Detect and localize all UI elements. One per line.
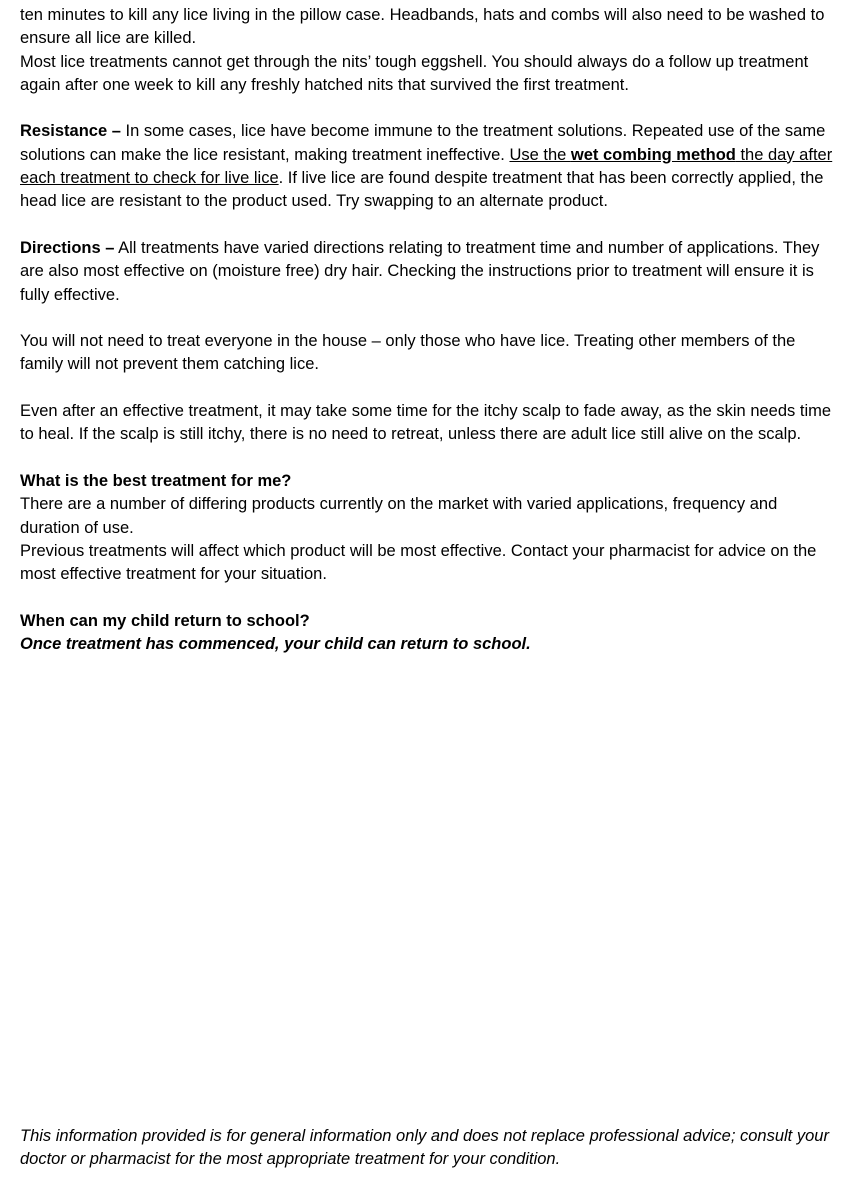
wet-combing-method: wet combing method [570, 145, 736, 164]
best-treatment-paragraph-1: There are a number of differing products currently on the market with varied applications, frequency and duration of use. [20, 495, 778, 537]
resistance-text: In some cases, lice have become immune to the treatment solutions. Repeated use of the same solutions can make the lice resistant, making treatment ineffective. [20, 122, 826, 164]
resistance-heading: Resistance – [20, 122, 121, 141]
school-return-heading: When can my child return to school? [20, 611, 310, 630]
intro-paragraph-1: ten minutes to kill any lice living in the pillow case. Headbands, hats and combs will also need to be washed to ensure all lice are killed. [20, 6, 825, 48]
directions-text: All treatments have varied directions relating to treatment time and number of applications. They are also most effective on (moisture free) dry hair. Checking the instructions prior to treatment will ensure it is fully effective. [20, 238, 820, 304]
directions-paragraph [20, 237, 840, 307]
directions-heading: Directions – [20, 238, 115, 257]
disclaimer-footer: This information provided is for general information only and does not replace professional advice; consult your doctor or pharmacist for the most appropriate treatment for your condition. [20, 1127, 829, 1169]
itchy-scalp-paragraph: Even after an effective treatment, it may take some time for the itchy scalp to fade away, as the skin needs time to heal. If the scalp is still itchy, there is no need to retreat, unless there are adult lice still alive on the scalp. [20, 402, 832, 444]
spacer [20, 447, 840, 470]
spacer [20, 307, 840, 330]
best-treatment-paragraph-2: Previous treatments will affect which product will be most effective. Contact your pharmacist for advice on the most effective treatment for your situation. [20, 541, 817, 584]
household-paragraph: You will not need to treat everyone in the house – only those who have lice. Treating other members of the family will not prevent them catching lice. [20, 332, 796, 374]
wet-combing-post: the day after each treatment to check for live lice [20, 145, 833, 188]
spacer [20, 97, 840, 120]
intro-paragraph-2: Most lice treatments cannot get through the nits’ tough eggshell. You should always do a follow up treatment again after one week to kill any freshly hatched nits that survived the first treatment. [20, 52, 809, 94]
best-treatment-heading: What is the best treatment for me? [20, 471, 292, 490]
resistance-text-after: . If live lice are found despite treatment that has been correctly applied, the head lice are resistant to the product used. Try swapping to an alternate product. [20, 169, 824, 211]
resistance-paragraph [20, 120, 840, 213]
wet-combing-pre: Use the [509, 145, 571, 164]
spacer [20, 377, 840, 400]
school-return-answer: Once treatment has commenced, your child can return to school. [20, 635, 531, 654]
document-body [20, 4, 840, 656]
spacer [20, 586, 840, 609]
spacer [20, 214, 840, 237]
